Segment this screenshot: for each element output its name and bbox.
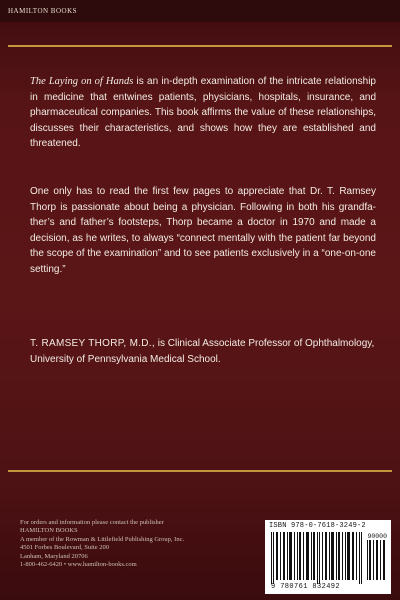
author-bio-text: is Clinical Associate Professor of Ophthalmology, University of Pennsylvania Medical School.: [30, 338, 375, 365]
description-paragraph-1: [30, 74, 376, 152]
description-text-1: is an in-depth examination of the intricate relationship in medicine that entwines patients, physicians, hospitals, insurance, and pharmaceutical companies. This book affirms the value of these relationships, discusses their characteristics, and shows how they are established and threatened.: [30, 76, 376, 149]
author-name: T. RAMSEY THORP, M.D.,: [30, 338, 155, 349]
author-bio: [30, 336, 376, 367]
contact-line: Lanham, Maryland 20706: [20, 552, 88, 560]
publisher-bar: [0, 0, 400, 22]
contact-line: For orders and information please contact the publisher: [20, 519, 164, 526]
price-code: 90000: [367, 533, 387, 540]
barcode-digits: 9 780761 832492: [271, 583, 341, 591]
contact-line: 1-800-462-6420 • www.hamilton-books.com: [20, 561, 137, 569]
publisher-name: HAMILTON BOOKS: [8, 7, 78, 15]
contact-line: 4501 Forbes Boulevard, Suite 200: [20, 544, 110, 552]
barcode-bars: [269, 532, 387, 584]
bottom-divider: [8, 470, 392, 472]
contact-line: HAMILTON BOOKS: [20, 527, 78, 535]
top-divider: [8, 45, 392, 47]
barcode: [265, 520, 391, 594]
isbn-text: ISBN 978-0-7618-3249-2: [269, 522, 366, 530]
description-paragraph-2: One only has to read the first few pages to appreciate that Dr. T. Ramsey Thorp is passionate about being a physician. Following in both his grandfa-ther’s and father’s footsteps, Thorp became a doctor in 1970 and made a decision, as he writes, to always “connect mentally with the patient far beyond the scope of the examination” and to see patients exclusively in a “one-on-one setting.”: [30, 186, 376, 275]
publisher-contact: [20, 519, 250, 569]
book-title: The Laying on of Hands: [30, 76, 134, 87]
contact-line: A member of the Rowman & Littlefield Publishing Group, Inc.: [20, 535, 185, 543]
